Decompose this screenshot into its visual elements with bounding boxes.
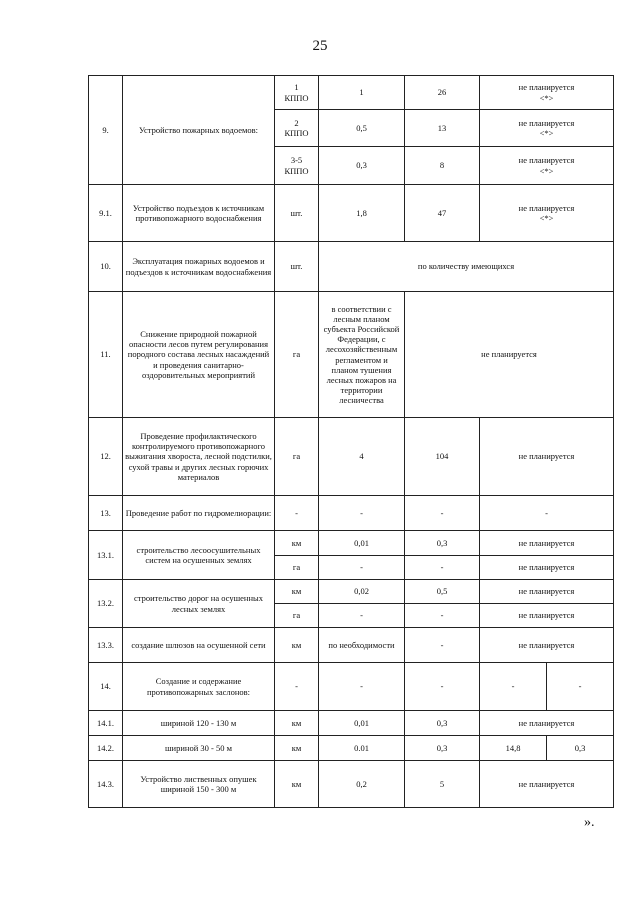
value-cell: 0,01: [319, 711, 405, 736]
value-cell: не планируется <*>: [480, 110, 614, 147]
value-cell: не планируется: [480, 580, 614, 604]
row-name: строительство лесоосушительных систем на осушенных землях: [123, 531, 275, 580]
value-cell: по необходимости: [319, 628, 405, 663]
unit-cell: км: [275, 761, 319, 808]
table-row: [89, 531, 614, 556]
value-cell: не планируется: [480, 604, 614, 628]
value-cell: не планируется: [405, 292, 614, 418]
value-cell: 0,5: [405, 580, 480, 604]
value-cell: 0,3: [319, 147, 405, 185]
value-cell: 0,02: [319, 580, 405, 604]
row-number: 11.: [89, 292, 123, 418]
value-cell: -: [405, 663, 480, 711]
table-row: [89, 711, 614, 736]
value-cell: 14,8: [480, 736, 547, 761]
value-cell: -: [405, 556, 480, 580]
unit-cell: -: [275, 496, 319, 531]
table-row: [89, 580, 614, 604]
row-number: 10.: [89, 242, 123, 292]
row-name: шириной 30 - 50 м: [123, 736, 275, 761]
unit-cell: шт.: [275, 242, 319, 292]
value-cell: -: [319, 496, 405, 531]
table-row: [89, 418, 614, 496]
value-cell: -: [319, 556, 405, 580]
value-cell: -: [547, 663, 614, 711]
value-cell: 0,3: [405, 531, 480, 556]
value-cell: 4: [319, 418, 405, 496]
value-cell: -: [319, 604, 405, 628]
value-cell: не планируется <*>: [480, 147, 614, 185]
row-number: 13.1.: [89, 531, 123, 580]
value-cell: 0,5: [319, 110, 405, 147]
value-cell: -: [480, 496, 614, 531]
value-cell: не планируется: [480, 711, 614, 736]
value-cell: 5: [405, 761, 480, 808]
value-cell: не планируется: [480, 531, 614, 556]
row-number: 14.3.: [89, 761, 123, 808]
row-name: Эксплуатация пожарных водоемов и подъездов к источникам водоснабжения: [123, 242, 275, 292]
unit-cell: км: [275, 711, 319, 736]
unit-cell: 2 КППО: [275, 110, 319, 147]
row-name: Устройство пожарных водоемов:: [123, 76, 275, 185]
value-cell: 13: [405, 110, 480, 147]
value-cell: 1,8: [319, 185, 405, 242]
row-number: 14.2.: [89, 736, 123, 761]
closing-quote-mark: ».: [584, 815, 595, 830]
value-cell: -: [405, 628, 480, 663]
unit-cell: км: [275, 736, 319, 761]
row-number: 14.: [89, 663, 123, 711]
unit-cell: шт.: [275, 185, 319, 242]
value-cell: 0.01: [319, 736, 405, 761]
row-number: 13.: [89, 496, 123, 531]
table-row: [89, 761, 614, 808]
value-cell: 0,3: [405, 711, 480, 736]
row-name: Устройство лиственных опушек шириной 150 - 300 м: [123, 761, 275, 808]
unit-cell: га: [275, 292, 319, 418]
row-number: 13.2.: [89, 580, 123, 628]
table-row: [89, 292, 614, 418]
unit-cell: км: [275, 628, 319, 663]
page-number: 25: [312, 38, 328, 54]
value-cell: не планируется: [480, 628, 614, 663]
row-name: Устройство подъездов к источникам противопожарного водоснабжения: [123, 185, 275, 242]
row-name: Проведение работ по гидромелиорации:: [123, 496, 275, 531]
value-cell: в соответствии с лесным планом субъекта Российской Федерации, с лесохозяйственным регламентом и планом тушения лесных пожаров на территории лесничества: [319, 292, 405, 418]
table-row: [89, 76, 614, 110]
value-cell: не планируется: [480, 761, 614, 808]
unit-cell: га: [275, 556, 319, 580]
unit-cell: км: [275, 580, 319, 604]
value-cell: не планируется: [480, 556, 614, 580]
value-cell: 0,3: [547, 736, 614, 761]
row-number: 13.3.: [89, 628, 123, 663]
table-row: [89, 663, 614, 711]
value-cell: -: [405, 496, 480, 531]
value-cell: 8: [405, 147, 480, 185]
row-name: Снижение природной пожарной опасности лесов путем регулирования породного состава лесных насаждений и проведения санитарно-оздоровительных мероприятий: [123, 292, 275, 418]
row-number: 12.: [89, 418, 123, 496]
value-cell: 0,3: [405, 736, 480, 761]
merged-value-cell: по количеству имеющихся: [319, 242, 614, 292]
row-number: 14.1.: [89, 711, 123, 736]
value-cell: 47: [405, 185, 480, 242]
unit-cell: 1 КППО: [275, 76, 319, 110]
table-row: [89, 242, 614, 292]
unit-cell: 3-5 КППО: [275, 147, 319, 185]
value-cell: не планируется: [480, 418, 614, 496]
value-cell: не планируется <*>: [480, 185, 614, 242]
measures-table: [88, 75, 614, 808]
value-cell: 1: [319, 76, 405, 110]
table-row: [89, 496, 614, 531]
value-cell: -: [480, 663, 547, 711]
value-cell: 0,2: [319, 761, 405, 808]
row-name: Создание и содержание противопожарных заслонов:: [123, 663, 275, 711]
row-name: шириной 120 - 130 м: [123, 711, 275, 736]
table-row: [89, 628, 614, 663]
unit-cell: -: [275, 663, 319, 711]
table-row: [89, 736, 614, 761]
value-cell: 104: [405, 418, 480, 496]
value-cell: -: [405, 604, 480, 628]
row-number: 9.: [89, 76, 123, 185]
row-name: строительство дорог на осушенных лесных землях: [123, 580, 275, 628]
row-name: создание шлюзов на осушенной сети: [123, 628, 275, 663]
table-row: [89, 185, 614, 242]
unit-cell: км: [275, 531, 319, 556]
value-cell: 0,01: [319, 531, 405, 556]
row-number: 9.1.: [89, 185, 123, 242]
value-cell: не планируется <*>: [480, 76, 614, 110]
unit-cell: га: [275, 604, 319, 628]
unit-cell: га: [275, 418, 319, 496]
row-name: Проведение профилактического контролируемого противопожарного выжигания хвороста, лесной подстилки, сухой травы и других лесных горючих материалов: [123, 418, 275, 496]
value-cell: 26: [405, 76, 480, 110]
value-cell: -: [319, 663, 405, 711]
